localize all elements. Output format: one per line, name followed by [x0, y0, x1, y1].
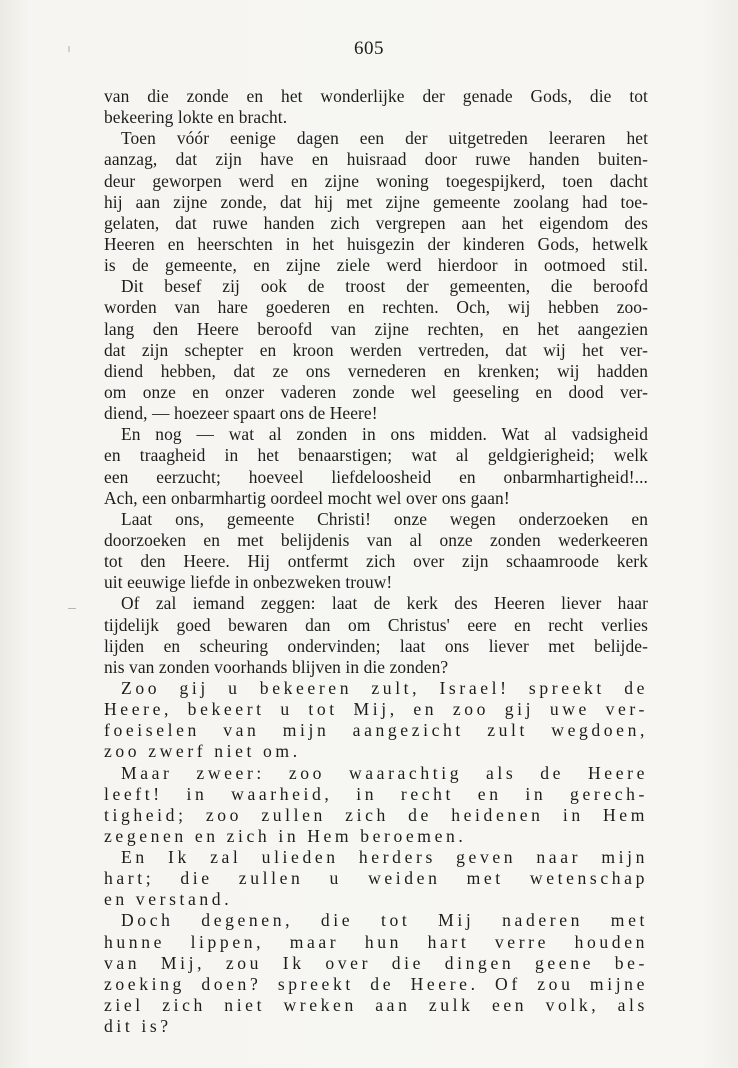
text-line: en traagheid in het benaarstigen; wat al geldgierigheid; welk — [104, 445, 648, 466]
text-line: Heere, bekeert u tot Mij, en zoo gij uwe ver- — [104, 699, 648, 720]
text-line: gelaten, dat ruwe handen zich vergrepen aan het eigendom des — [104, 212, 648, 233]
page-number: 605 — [354, 38, 384, 59]
text-line: een eerzucht; hoeveel liefdeloosheid en onbarmhartigheid!... — [104, 466, 648, 487]
text-line: En Ik zal ulieden herders geven naar mijn — [121, 847, 648, 868]
text-line: deur geworpen werd en zijne woning toegespijkerd, toen dacht — [104, 170, 648, 191]
text-line: ziel zich niet wreken aan zulk een volk, als — [104, 995, 648, 1016]
text-line: diend hebben, dat ze ons vernederen en krenken; wij hadden — [104, 360, 648, 381]
text-line: foeiselen van mijn aangezicht zult wegdoen, — [104, 720, 648, 741]
text-line: zoeking doen? spreekt de Heere. Of zou mijne — [104, 973, 648, 994]
text-line: aanzag, dat zijn have en huisraad door ruwe handen buiten- — [104, 149, 648, 170]
text-line: om onze en onzer vaderen zonde wel geeseling en dood ver- — [104, 381, 648, 402]
text-line: van Mij, zou Ik over die dingen geene be- — [104, 952, 648, 973]
text-line: nis van zonden voorhands blijven in die zonden? — [104, 656, 449, 677]
text-line: En nog — wat al zonden in ons midden. Wat al vadsigheid — [121, 424, 648, 445]
text-line: worden van hare goederen en rechten. Och, wij hebben zoo- — [104, 297, 648, 318]
text-line: bekeering lokte en bracht. — [104, 107, 288, 128]
body-text — [104, 86, 648, 1037]
text-line: tot den Heere. Hij ontfermt zich over zijn schaamroode kerk — [104, 551, 648, 572]
text-line: lang den Heere beroofd van zijne rechten, en het aangezien — [104, 318, 648, 339]
text-line: tigheid; zoo zullen zich de heidenen in Hem — [104, 804, 648, 825]
text-line: lijden en scheuring ondervinden; laat ons liever met belijde- — [104, 635, 648, 656]
text-line: Doch degenen, die tot Mij naderen met — [121, 910, 648, 931]
text-line: Maar zweer: zoo waarachtig als de Heere — [121, 762, 648, 783]
text-line: hunne lippen, maar hun hart verre houden — [104, 931, 648, 952]
text-line: diend, — hoezeer spaart ons de Heere! — [104, 403, 378, 424]
text-line: is de gemeente, en zijne ziele werd hierdoor in ootmoed stil. — [104, 255, 648, 276]
margin-mark — [68, 608, 76, 609]
text-line: van die zonde en het wonderlijke der genade Gods, die tot — [104, 86, 648, 106]
text-line: hij aan zijne zonde, dat hij met zijne gemeente zoolang had toe- — [104, 191, 648, 212]
text-line: zoo zwerf niet om. — [104, 741, 301, 762]
text-line: uit eeuwige liefde in onbezweken trouw! — [104, 572, 393, 593]
text-line: Zoo gij u bekeeren zult, Israel! spreekt de — [121, 677, 648, 698]
text-line: Dit besef zij ook de troost der gemeenten, die beroofd — [121, 276, 648, 297]
text-line: dat zijn schepter en kroon werden vertreden, dat wij het ver- — [104, 339, 648, 360]
text-line: Laat ons, gemeente Christi! onze wegen onderzoeken en — [121, 508, 648, 529]
text-line: en verstand. — [104, 889, 233, 910]
text-line: Ach, een onbarmhartig oordeel mocht wel over ons gaan! — [104, 487, 510, 508]
text-line: hart; die zullen u weiden met wetenschap — [104, 868, 648, 889]
text-line: Toen vóór eenige dagen een der uitgetreden leeraren het — [121, 128, 648, 149]
text-line: leeft! in waarheid, in recht en in gerech- — [104, 783, 648, 804]
text-line: Of zal iemand zeggen: laat de kerk des Heeren liever haar — [121, 593, 648, 614]
text-line: doorzoeken en met belijdenis van al onze zonden wederkeeren — [104, 529, 648, 550]
text-line: tijdelijk goed bewaren dan om Christus' eere en recht verlies — [104, 614, 648, 635]
text-line: Heeren en heerschten in het huisgezin der kinderen Gods, hetwelk — [104, 233, 648, 254]
text-line: dit is? — [104, 1016, 172, 1037]
text-line: zegenen en zich in Hem beroemen. — [104, 825, 467, 846]
